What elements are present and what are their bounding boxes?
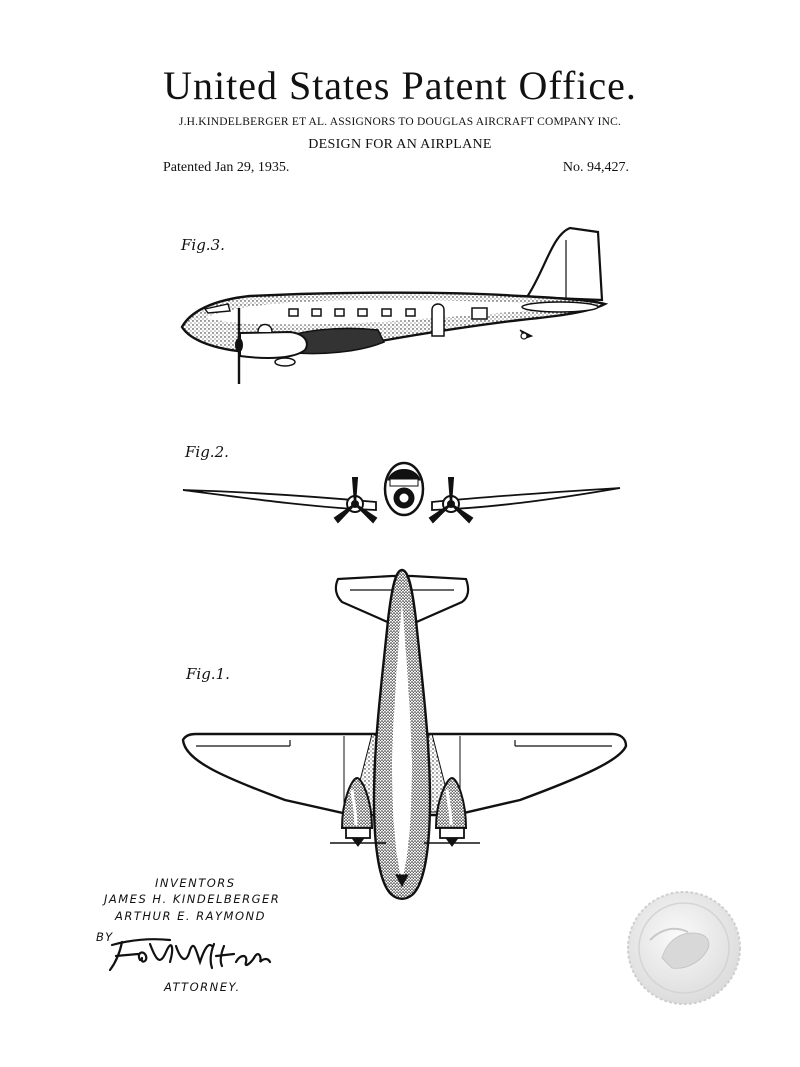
fig2-front-view bbox=[183, 463, 620, 522]
inventors-heading: INVENTORS bbox=[155, 876, 236, 890]
attorney-signature bbox=[110, 939, 270, 970]
patent-number: No. 94,427. bbox=[562, 160, 629, 175]
by-label: BY bbox=[96, 930, 114, 944]
attorney-label: ATTORNEY. bbox=[164, 980, 241, 994]
inventor-name: JAMES H. KINDELBERGER bbox=[104, 892, 281, 906]
inventor-name: ARTHUR E. RAYMOND bbox=[115, 909, 266, 923]
fig3-side-view bbox=[182, 228, 605, 384]
fig1-top-view bbox=[183, 570, 626, 899]
design-title: DESIGN FOR AN AIRPLANE bbox=[308, 137, 492, 152]
fig3-label: Fig.3. bbox=[181, 236, 225, 254]
fig1-label: Fig.1. bbox=[186, 665, 230, 683]
embossed-seal bbox=[628, 892, 740, 1004]
assignors-line: J.H.KINDELBERGER ET AL. ASSIGNORS TO DOUGLAS AIRCRAFT COMPANY INC. bbox=[178, 116, 622, 128]
patent-date: Patented Jan 29, 1935. bbox=[163, 160, 290, 175]
fig2-label: Fig.2. bbox=[185, 443, 229, 461]
page-title: United States Patent Office. bbox=[163, 63, 637, 108]
